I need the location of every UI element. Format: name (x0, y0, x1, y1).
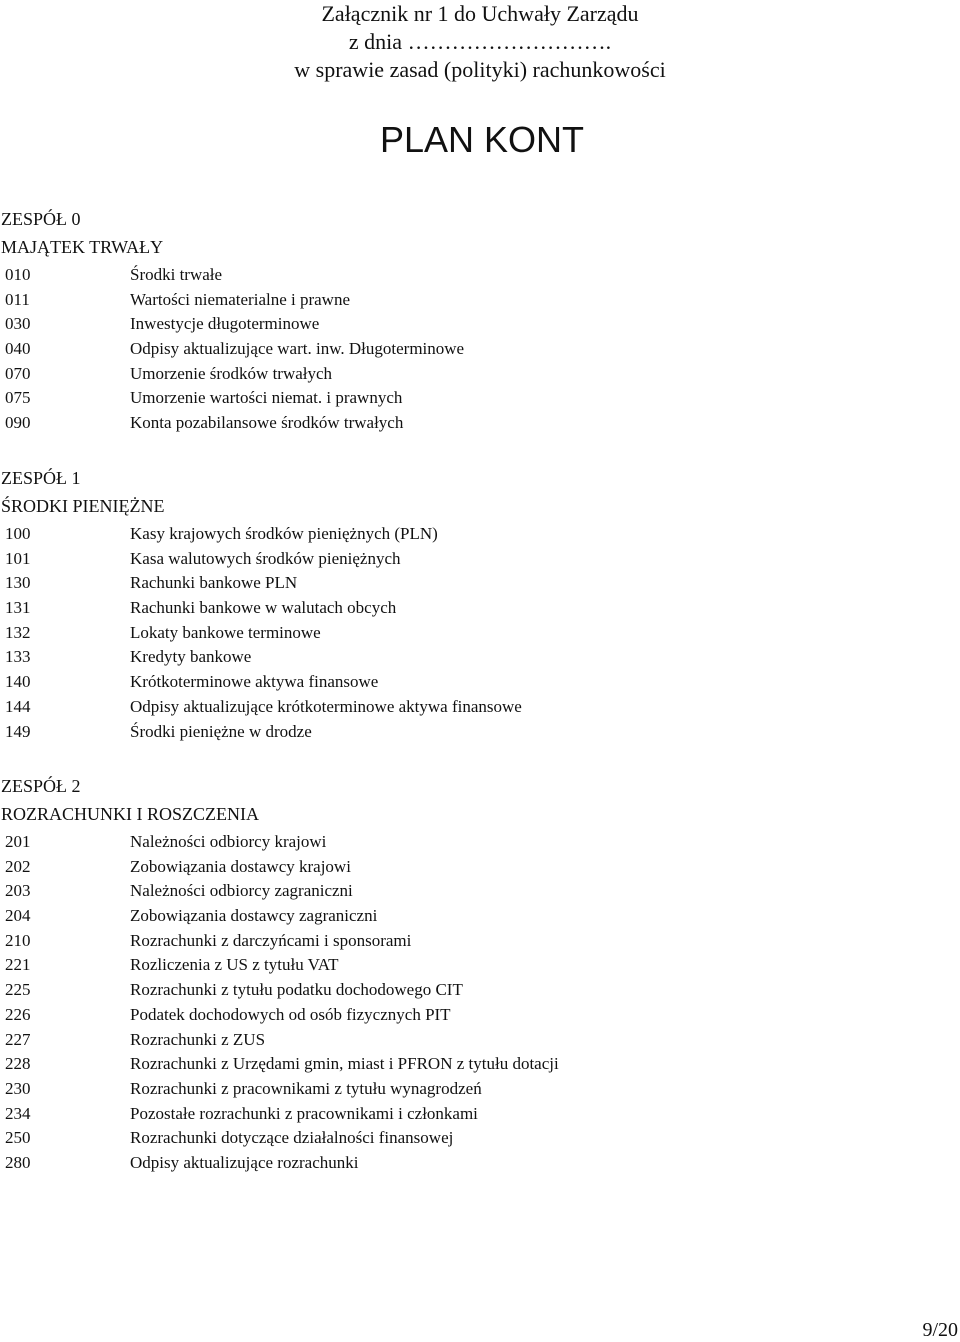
account-group-0 (1, 205, 941, 436)
account-name: Rozrachunki z tytułu podatku dochodowego CIT (130, 980, 463, 1000)
account-name: Rozrachunki z pracownikami z tytułu wynagrodzeń (130, 1078, 482, 1098)
account-name: Odpisy aktualizujące wart. inw. Długoterminowe (130, 339, 465, 359)
account-row (1, 547, 941, 572)
group-name: ROZRACHUNKI I ROSZCZENIA (1, 804, 259, 824)
group-name: MAJĄTEK TRWAŁY (1, 237, 164, 257)
account-name: Umorzenie wartości niemat. i prawnych (130, 388, 403, 408)
account-name: Rozrachunki z ZUS (130, 1029, 266, 1049)
account-row (1, 830, 941, 855)
account-row (1, 288, 941, 313)
document-header (270, 0, 690, 84)
account-name: Odpisy aktualizujące rozrachunki (130, 1152, 359, 1172)
account-code: 140 (5, 672, 31, 692)
account-row (1, 411, 941, 436)
account-row (1, 645, 941, 670)
account-row (1, 312, 941, 337)
account-name: Zobowiązania dostawcy krajowi (130, 856, 351, 876)
account-name: Podatek dochodowych od osób fizycznych PIT (130, 1004, 451, 1024)
account-code: 090 (5, 413, 31, 433)
account-row (1, 720, 941, 745)
page-number: 9/20 (922, 1319, 958, 1341)
account-name: Rozrachunki dotyczące działalności finansowej (130, 1128, 454, 1148)
account-group-1 (1, 464, 941, 744)
account-code: 010 (5, 265, 31, 284)
account-name: Konta pozabilansowe środków trwałych (130, 413, 404, 433)
account-code: 228 (5, 1054, 31, 1074)
account-name: Należności odbiorcy zagraniczni (130, 881, 353, 901)
account-code: 227 (5, 1029, 31, 1049)
account-row (1, 386, 941, 411)
account-code: 226 (5, 1004, 31, 1024)
account-row (1, 263, 941, 288)
account-row (1, 879, 941, 904)
account-row (1, 621, 941, 646)
account-group-2 (1, 772, 941, 1176)
account-row (1, 596, 941, 621)
account-row (1, 953, 941, 978)
account-code: 225 (5, 980, 31, 1000)
account-row (1, 337, 941, 362)
account-row (1, 1151, 941, 1176)
account-name: Umorzenie środków trwałych (130, 363, 333, 383)
group-label: ZESPÓŁ 1 (1, 468, 81, 488)
account-name: Kasy krajowych środków pieniężnych (PLN) (130, 524, 438, 543)
account-name: Kredyty bankowe (130, 647, 252, 667)
account-code: 075 (5, 388, 31, 408)
account-row (1, 978, 941, 1003)
group-label: ZESPÓŁ 2 (1, 776, 81, 796)
account-name: Inwestycje długoterminowe (130, 314, 320, 334)
header-subject-line: w sprawie zasad (polityki) rachunkowości (294, 57, 666, 82)
account-row (1, 1126, 941, 1151)
account-row (1, 1102, 941, 1127)
account-name: Środki pieniężne w drodze (130, 721, 312, 741)
account-name: Rozrachunki z darczyńcami i sponsorami (130, 930, 412, 950)
account-name: Krótkoterminowe aktywa finansowe (130, 672, 379, 692)
account-name: Rachunki bankowe PLN (130, 573, 298, 593)
account-row (1, 571, 941, 596)
account-list (1, 263, 941, 436)
account-name: Kasa walutowych środków pieniężnych (130, 548, 401, 568)
account-row (1, 362, 941, 387)
account-code: 133 (5, 647, 31, 667)
account-code: 250 (5, 1128, 31, 1148)
account-row (1, 1028, 941, 1053)
account-name: Odpisy aktualizujące krótkoterminowe aktywa finansowe (130, 696, 522, 716)
account-row (1, 670, 941, 695)
account-row (1, 695, 941, 720)
account-name: Zobowiązania dostawcy zagraniczni (130, 906, 378, 926)
account-row (1, 522, 941, 547)
account-name: Pozostałe rozrachunki z pracownikami i członkami (130, 1103, 478, 1123)
account-code: 070 (5, 363, 31, 383)
account-name: Rachunki bankowe w walutach obcych (130, 598, 397, 618)
account-row (1, 904, 941, 929)
account-code: 221 (5, 955, 31, 975)
group-label: ZESPÓŁ 0 (1, 209, 81, 229)
account-code: 201 (5, 832, 31, 851)
account-name: Środki trwałe (130, 265, 223, 284)
account-code: 011 (5, 289, 30, 309)
account-row (1, 1003, 941, 1028)
account-name: Rozliczenia z US z tytułu VAT (130, 955, 339, 975)
account-code: 101 (5, 548, 31, 568)
page-title: PLAN KONT (380, 119, 585, 160)
account-code: 149 (5, 721, 31, 741)
account-code: 204 (5, 906, 31, 926)
account-name: Rozrachunki z Urzędami gmin, miast i PFRON z tytułu dotacji (130, 1054, 559, 1074)
account-row (1, 1052, 941, 1077)
header-date-line: z dnia ………………………. (348, 29, 612, 54)
account-code: 202 (5, 856, 31, 876)
account-code: 132 (5, 622, 31, 642)
account-code: 203 (5, 881, 31, 901)
account-code: 131 (5, 598, 31, 618)
account-code: 040 (5, 339, 31, 359)
account-list (1, 830, 941, 1176)
group-name: ŚRODKI PIENIĘŻNE (1, 496, 165, 516)
account-name: Należności odbiorcy krajowi (130, 832, 327, 851)
account-code: 234 (5, 1103, 31, 1123)
header-attachment-line: Załącznik nr 1 do Uchwały Zarządu (321, 1, 639, 26)
account-row (1, 855, 941, 880)
account-row (1, 929, 941, 954)
account-name: Wartości niematerialne i prawne (130, 289, 351, 309)
account-code: 210 (5, 930, 31, 950)
account-code: 280 (5, 1152, 31, 1172)
account-code: 030 (5, 314, 31, 334)
account-name: Lokaty bankowe terminowe (130, 622, 321, 642)
account-code: 100 (5, 524, 31, 543)
account-row (1, 1077, 941, 1102)
account-list (1, 522, 941, 744)
account-code: 144 (5, 696, 31, 716)
account-code: 130 (5, 573, 31, 593)
account-code: 230 (5, 1078, 31, 1098)
